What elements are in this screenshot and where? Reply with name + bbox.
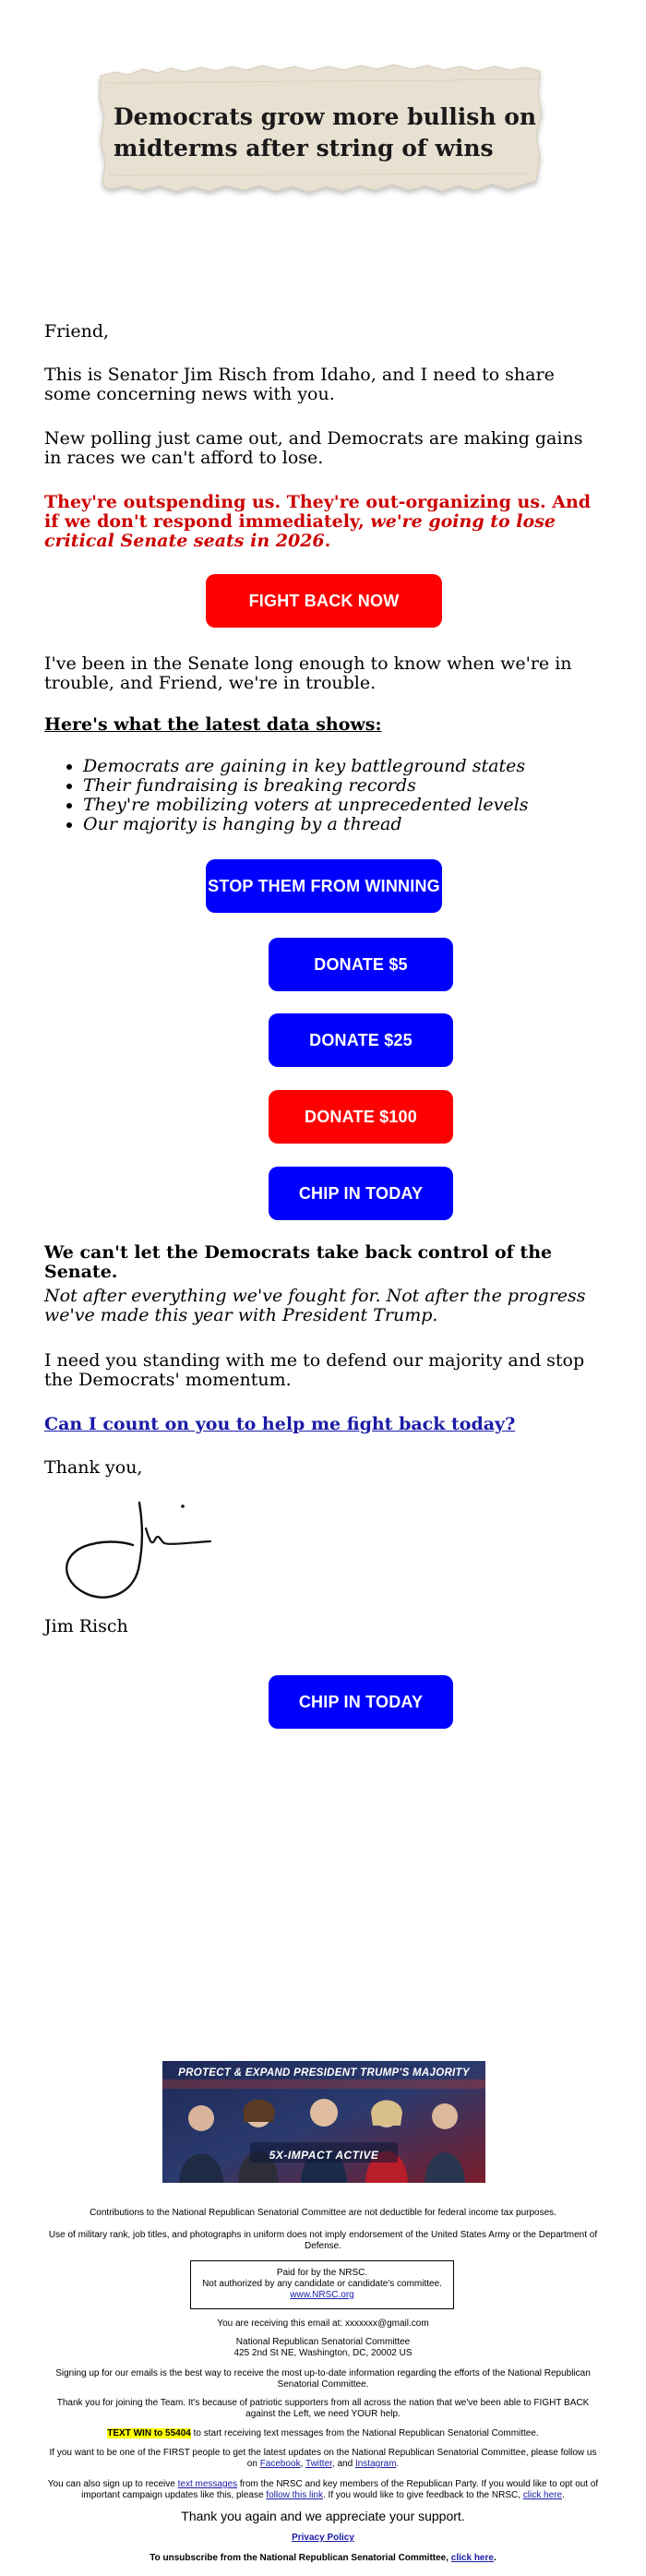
follow-comma: , (300, 2459, 306, 2469)
footer-sms (44, 2479, 602, 2501)
sms-text-3: . If you would like to give feedback to the NRSC, (323, 2490, 523, 2500)
privacy-policy-wrap (44, 2533, 602, 2544)
signature-name: Jim Risch (44, 1616, 128, 1636)
majority-banner[interactable] (162, 2061, 485, 2183)
data-points-list (44, 757, 640, 834)
paragraph-standing: I need you standing with me to defend our majority and stop the Democrats' momentum. (44, 1350, 585, 1390)
paragraph-ask (44, 1415, 602, 1434)
warning-emphasis: we're going to lose critical Senate seats in 2026 (44, 511, 556, 551)
signature-image (54, 1486, 238, 1611)
footer-unsubscribe (44, 2553, 602, 2563)
twitter-link[interactable]: Twitter (305, 2459, 332, 2469)
fight-back-button[interactable]: FIGHT BACK NOW (206, 574, 442, 628)
instagram-link[interactable]: Instagram (354, 2459, 397, 2469)
signoff: Thank you, (44, 1457, 143, 1478)
unsubscribe-end: . (493, 2553, 496, 2563)
warning-text: They're outspending us. They're out-organizing us. And if we don't respond immediately, (44, 492, 592, 532)
banner-badge: 5X-IMPACT ACTIVE (269, 2149, 379, 2162)
list-item: • Our majority is hanging by a thread (83, 815, 640, 834)
footer-text-win (44, 2428, 602, 2439)
paragraph-progress: Not after everything we've fought for. Not after the progress we've made this year with President Trump. (44, 1286, 586, 1325)
footer-signup: Signing up for our emails is the best way to receive the most up-to-date information regarding the efforts of the National Republican Senatorial Committee. (55, 2368, 591, 2390)
opt-out-link[interactable]: follow this link (266, 2490, 323, 2500)
footer-receiving: You are receiving this email at: xxxxxxx@gmail.com (217, 2318, 429, 2329)
footer-thanks-team: Thank you for joining the Team. It's because of patriotic supporters from all across the nation that we've been able to FIGHT BACK against the Left, we need YOUR help. (56, 2398, 590, 2419)
headline: Democrats grow more bullish on midterms after string of wins (114, 103, 537, 162)
follow-text: If you want to be one of the FIRST people to get the latest updates on the National Republican Senatorial Committee, please follow us on (49, 2448, 597, 2469)
footer-thank-again: Thank you again and we appreciate your support. (181, 2509, 465, 2523)
sms-text-2: from the NRSC and key members of the Republican Party. If you would like to opt out of important campaign updates like this, please (81, 2479, 599, 2500)
data-heading: Here's what the latest data shows: (44, 714, 382, 735)
follow-period: . (396, 2459, 400, 2469)
text-win-rest: to start receiving text messages from the National Republican Senatorial Committee. (190, 2428, 539, 2438)
footer-contrib: Contributions to the National Republican Senatorial Committee are not deductible for federal income tax purposes. (90, 2208, 556, 2218)
banner-title: PROTECT & EXPAND PRESIDENT TRUMP'S MAJORITY (178, 2067, 470, 2079)
list-item: • Democrats are gaining in key battleground states (83, 757, 640, 776)
paid-for-box (190, 2260, 454, 2309)
banner-photo (162, 2061, 485, 2183)
headline-clipping (97, 55, 545, 218)
sms-text-4: . (562, 2490, 565, 2500)
paragraph-intro: This is Senator Jim Risch from Idaho, and I need to share some concerning news with you. (44, 365, 555, 404)
facebook-link[interactable]: Facebook (259, 2459, 301, 2469)
footer-org-name: National Republican Senatorial Committee (235, 2337, 411, 2347)
not-authorized: Not authorized by any candidate or candidate's committee. (202, 2279, 442, 2289)
footer-follow (44, 2448, 602, 2470)
text-win-highlight: TEXT WIN to 55404 (107, 2428, 191, 2438)
unsubscribe-text: To unsubscribe from the National Republican Senatorial Committee, (150, 2553, 451, 2563)
donate-25-button[interactable]: DONATE $25 (269, 1013, 453, 1067)
stop-them-button[interactable]: STOP THEM FROM WINNING (206, 859, 442, 913)
nrsc-website-link[interactable]: www.NRSC.org (290, 2290, 354, 2300)
privacy-policy-link[interactable]: Privacy Policy (292, 2533, 354, 2543)
donate-5-button[interactable]: DONATE $5 (269, 938, 453, 991)
text-messages-link[interactable]: text messages (177, 2479, 238, 2489)
feedback-link[interactable]: click here (522, 2490, 563, 2500)
donate-100-button[interactable]: DONATE $100 (269, 1090, 453, 1144)
footer-address: 425 2nd St NE, Washington, DC, 20002 US (233, 2348, 413, 2358)
unsubscribe-link[interactable]: click here (450, 2553, 494, 2563)
chip-in-button-bottom[interactable]: CHIP IN TODAY (269, 1675, 453, 1729)
chip-in-button[interactable]: CHIP IN TODAY (269, 1167, 453, 1220)
paragraph-warning (44, 493, 602, 551)
follow-and: , and (331, 2459, 355, 2469)
paragraph-senate-control: We can't let the Democrats take back control of the Senate. (44, 1242, 553, 1282)
fight-back-link[interactable]: Can I count on you to help me fight back today? (44, 1414, 516, 1434)
paid-by: Paid for by the NRSC. (276, 2268, 368, 2278)
list-item: • They're mobilizing voters at unprecedented levels (83, 796, 640, 815)
list-item: • Their fundraising is breaking records (83, 776, 640, 796)
footer-military: Use of military rank, job titles, and photographs in uniform does not imply endorsement of the United States Army or the Department of Defense. (48, 2230, 598, 2251)
paragraph-polling: New polling just came out, and Democrats are making gains in races we can't afford to lose. (44, 428, 583, 468)
sms-text-1: You can also sign up to receive (47, 2479, 178, 2489)
paragraph-trouble: I've been in the Senate long enough to know when we're in trouble, and Friend, we're in trouble. (44, 653, 572, 693)
warning-end: . (324, 531, 331, 551)
greeting: Friend, (44, 321, 110, 341)
